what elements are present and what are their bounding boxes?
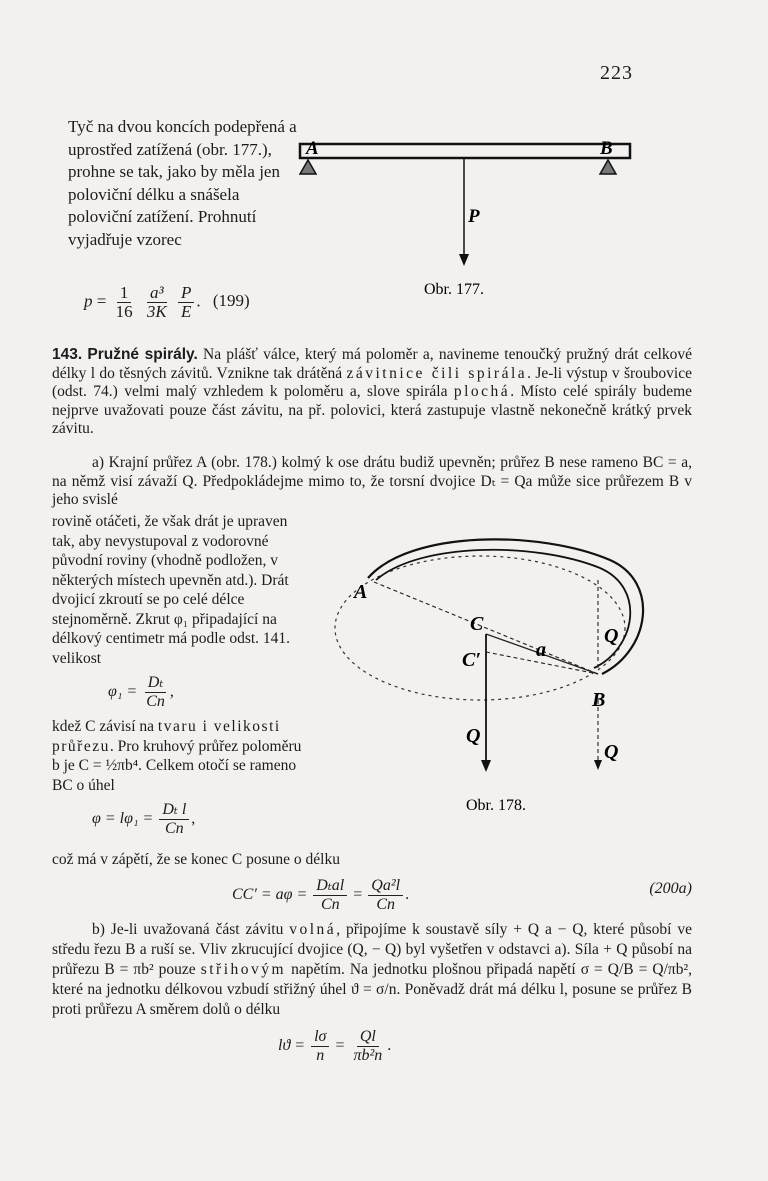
formula-199-frac1 — [113, 284, 136, 321]
fig178-caption: Obr. 178. — [466, 797, 526, 814]
formula-200a-num2: Qa²l — [368, 877, 403, 896]
fig178-q3-arrowhead — [594, 760, 602, 770]
fig177-label-a: A — [306, 138, 319, 159]
f199-c-den: 16 — [115, 302, 133, 321]
fig177-support-a — [300, 160, 316, 174]
formula-200a-tail: . — [405, 886, 410, 904]
fig177-label-p: P — [468, 206, 480, 227]
f199-p-den: E — [180, 302, 192, 321]
fig178-label-q1: Q — [466, 725, 481, 747]
formula-last-tail: . — [387, 1037, 392, 1055]
figure-178 — [330, 520, 670, 820]
fig178-spiral-outer — [368, 539, 643, 674]
formula-last-den1: n — [316, 1047, 325, 1064]
section-text-1: Na plášť válce, který má poloměr a, navineme tenoučký pružný drát celkové délky l do těsných závitů. Vznikne tak drátěná — [52, 346, 693, 382]
page-number: 223 — [600, 62, 633, 84]
formula-phi-lhs: φ = lφ₁ = — [92, 810, 154, 828]
formula-last-num2: Ql — [357, 1028, 379, 1047]
paragraph-b-term1: volná — [289, 921, 337, 938]
fig177-label-b: B — [600, 138, 613, 159]
intro-text: Tyč na dvou koncích podepřená a uprostřed zatížená (obr. 177.), prohne se tak, jako by měla jen poloviční délku a snášela poloviční zatížení. Prohnutí vyjadřuje vzorec — [68, 117, 297, 249]
paragraph-b-3: napětím. Na jednotku plošnou připadá napětí σ = Q/B = Q/πb², které na jednotku délkovou vzbudí střižný úhel ϑ = σ/n. Poněvadž drát má délku l, posune se průřez B proti průřezu A směrem dolů o délku — [52, 961, 693, 1018]
fig178-spiral-inner — [376, 550, 630, 668]
section-number: 143. — [52, 346, 83, 363]
section-term-2: plochá — [453, 383, 511, 400]
formula-200a-eq: = — [353, 886, 363, 904]
fig178-label-arc: a — [536, 639, 546, 661]
paragraph-a-c-term: tvaru i velikosti průřezu — [52, 718, 281, 755]
f199-a-num: a³ — [147, 284, 167, 303]
formula-199-frac2 — [144, 284, 170, 321]
fig177-support-b — [600, 160, 616, 174]
formula-phi-den: Cn — [164, 820, 184, 837]
paragraph-a-c1: kdež C závisí na — [52, 718, 155, 735]
paragraph-a-c — [52, 717, 310, 795]
formula-200a-den2: Cn — [376, 896, 396, 913]
formula-200a — [232, 877, 692, 914]
section-text-2: . Je-li výstup v šroubovice (odst. 74.) velmi malý vzhledem k poloměru a, slove spirála — [52, 364, 692, 400]
fig177-load-arrowhead — [459, 254, 469, 266]
section-title: Pružné spirály. — [87, 346, 198, 363]
paragraph-b-term2: střihovým — [200, 961, 287, 978]
formula-phi1 — [108, 674, 310, 711]
formula-200a-num1: Dₜal — [313, 877, 347, 896]
fig178-label-c: C — [470, 613, 484, 635]
section-143-text — [52, 346, 692, 439]
intro-paragraph — [68, 116, 298, 251]
formula-last-lhs: lϑ = — [278, 1037, 306, 1055]
formula-200a-number: (200a) — [649, 880, 692, 897]
paragraph-b-1: b) Je-li uvažovaná část závitu — [92, 921, 284, 938]
formula-phi1-tail: , — [169, 683, 174, 701]
formula-199-number: (199) — [212, 291, 250, 311]
fig178-label-a: A — [354, 581, 368, 603]
paragraph-b-text — [52, 920, 692, 1020]
formula-last-den2: πb²n — [353, 1047, 383, 1064]
figure-177 — [296, 134, 636, 304]
formula-phi-frac — [159, 801, 189, 838]
formula-phi1-den: Cn — [146, 693, 165, 710]
formula-last-frac2 — [350, 1028, 385, 1065]
paragraph-a-c2: . Pro kruhový průřez poloměru b je C = ½πb⁴. Celkem otočí se rameno BC o úhel — [52, 737, 302, 794]
paragraph-b — [52, 920, 692, 1065]
formula-phi-num: Dₜ l — [159, 801, 189, 820]
section-term-1: závitnice čili spirála — [346, 364, 528, 382]
formula-199-lhs: p — [84, 291, 93, 311]
formula-last — [278, 1028, 692, 1065]
fig177-beam — [300, 144, 630, 158]
paragraph-a-wide-text: a) Krajní průřez A (obr. 178.) kolmý k ose drátu budiž upevněn; průřez B nese rameno BC = a, na němž visí závaží Q. Předpokládejme mimo to, že torsní dvojice Dₜ = Qa může sice průřezem B v jeho svislé — [52, 454, 692, 508]
paragraph-a-wide — [52, 454, 692, 510]
f199-p-num: P — [178, 284, 194, 303]
fig178-label-c2: C′ — [462, 649, 481, 671]
formula-199-frac3 — [178, 284, 194, 321]
formula-last-num1: lσ — [311, 1028, 329, 1047]
paragraph-a-end — [52, 850, 692, 914]
formula-last-frac1 — [311, 1028, 329, 1065]
paragraph-a-end-text: což má v zápětí, že se konec C posune o délku — [52, 851, 340, 868]
section-text-3: . Místo celé spirály budeme nejprve uvažovati pouze část závitu, na př. polovici, která zastupuje vlastně nekonečně krátký prvek závitu. — [52, 383, 693, 437]
fig178-label-q3: Q — [604, 741, 619, 763]
formula-last-eq: = — [335, 1037, 345, 1055]
formula-200a-frac1 — [313, 877, 347, 914]
formula-phi1-frac — [143, 674, 168, 711]
paragraph-a-narrow — [52, 512, 310, 838]
f199-c-num: 1 — [117, 284, 132, 303]
formula-phi — [92, 801, 310, 838]
section-143 — [52, 346, 692, 439]
formula-phi-tail: , — [191, 810, 196, 828]
formula-phi1-lhs: φ₁ = — [108, 683, 138, 701]
formula-200a-frac2 — [368, 877, 403, 914]
formula-199: p = $\frac{1}{16}$ $\frac{\text{a³}}{3K}$ $\frac{P}{E}$ . (199) — [84, 283, 250, 321]
paragraph-a-narrow-text: rovině otáčeti, že však drát je upraven tak, aby nevystupoval z vodorovné původní roviny (vhodně podložen, v některých místech upevněn atd.). Drát dvojicí zkroutí se po celé délce stejnoměrně. Zkrut φ₁ připadající na délkový centimetr má podle odst. 141. velikost — [52, 513, 291, 667]
fig178-q1-arrowhead — [481, 760, 491, 772]
fig178-label-b: B — [592, 689, 606, 711]
formula-200a-lhs: CC′ = aφ = — [232, 886, 308, 904]
f199-a-den: 3K — [146, 302, 167, 321]
fig177-caption: Obr. 177. — [424, 281, 484, 298]
formula-200a-den1: Cn — [320, 896, 340, 913]
paragraph-b-2: , připojíme k soustavě síly + Q a − Q, které působí ve středu řezu B a ruší se. Vliv zkrucující dvojice (Q, − Q) byl vyšetřen v odstavci a). Síla + Q působí na průřezu B = πb² pouze — [52, 921, 692, 978]
formula-phi1-num: Dₜ — [145, 674, 167, 693]
fig178-label-q2: Q — [604, 625, 619, 647]
